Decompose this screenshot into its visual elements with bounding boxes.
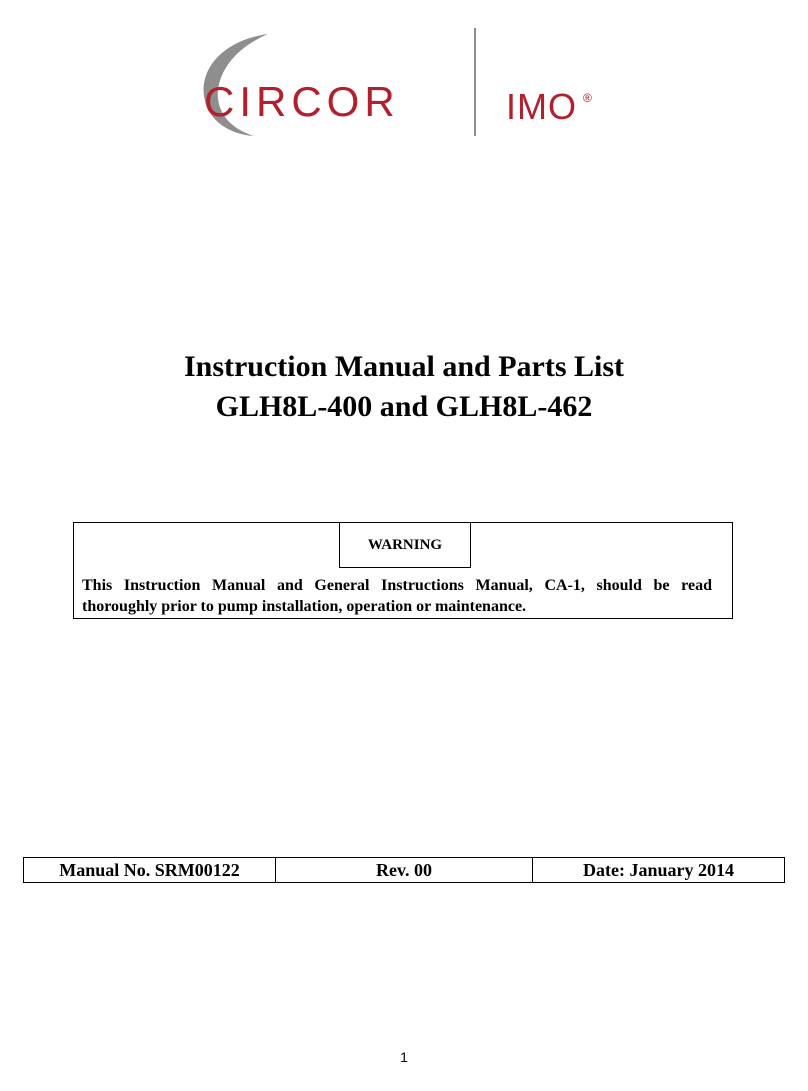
warning-text: This Instruction Manual and General Instructions Manual, CA-1, should be read thoroughly prior to pump installation, operation or maintenance. bbox=[82, 577, 712, 615]
registered-mark: ® bbox=[583, 91, 592, 105]
manual-number: Manual No. SRM00122 bbox=[24, 858, 276, 882]
page-number: 1 bbox=[400, 1049, 408, 1065]
logo-divider bbox=[474, 28, 476, 136]
warning-label: WARNING bbox=[339, 522, 471, 568]
document-subtitle: GLH8L-400 and GLH8L-462 bbox=[215, 390, 593, 423]
revision: Rev. 00 bbox=[276, 858, 533, 882]
logo-imo: IMO bbox=[506, 86, 577, 127]
warning-box bbox=[73, 522, 733, 619]
date: Date: January 2014 bbox=[583, 860, 734, 880]
manual-info-table bbox=[23, 857, 785, 883]
logo-wordmark: CIRCOR bbox=[204, 78, 400, 125]
document-title: Instruction Manual and Parts List bbox=[183, 350, 625, 383]
company-logo bbox=[196, 26, 616, 138]
